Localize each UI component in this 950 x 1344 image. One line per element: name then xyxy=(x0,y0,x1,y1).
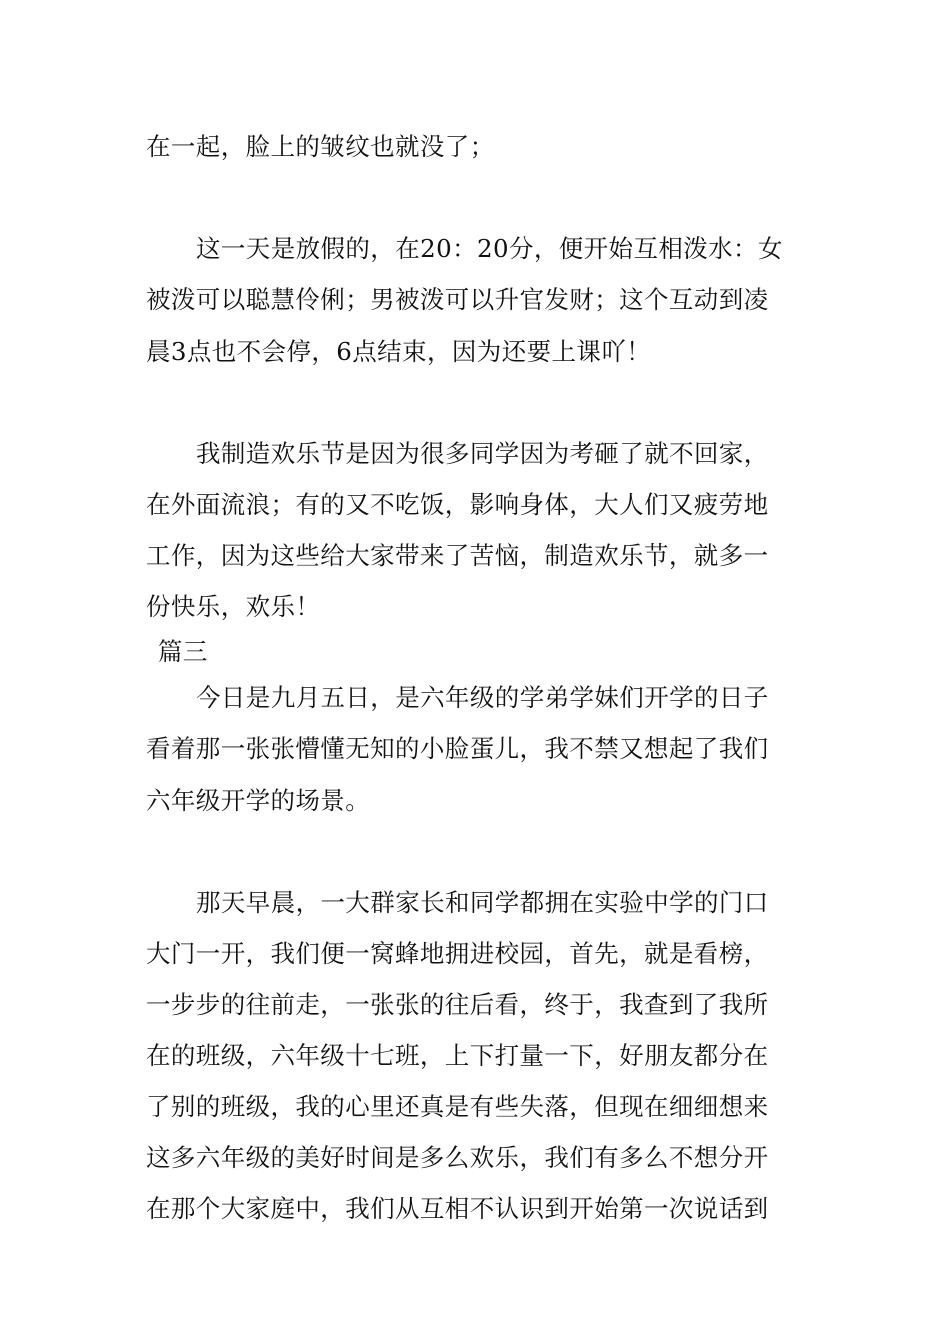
paragraph-first-line: 那天早晨，一大群家长和同学都拥在实验中学的门口 xyxy=(196,888,769,917)
text-line: 六年级开学的场景。 xyxy=(146,786,371,815)
text-line: 一步步的往前走，一张张的往后看，终于，我查到了我所 xyxy=(146,990,769,1019)
section-heading: 篇三 xyxy=(158,637,208,666)
text-line: 在外面流浪；有的又不吃饭，影响身体，大人们又疲劳地 xyxy=(146,490,769,519)
paragraph-first-line: 我制造欢乐节是因为很多同学因为考砸了就不回家， xyxy=(196,439,769,468)
text-line: 在那个大家庭中，我们从互相不认识到开始第一次说话到 xyxy=(146,1194,769,1223)
text-line: 在的班级，六年级十七班，上下打量一下，好朋友都分在 xyxy=(146,1041,769,1070)
text-line: 这多六年级的美好时间是多么欢乐，我们有多么不想分开 xyxy=(146,1143,769,1172)
text-line: 被泼可以聪慧伶俐；男被泼可以升官发财；这个互动到凌 xyxy=(146,285,769,314)
text-line: 工作，因为这些给大家带来了苦恼，制造欢乐节，就多一 xyxy=(146,541,769,570)
paragraph-first-line: 这一天是放假的，在20：20分，便开始互相泼水：女 xyxy=(196,234,783,263)
text-line: 看着那一张张懵懂无知的小脸蛋儿，我不禁又想起了我们 xyxy=(146,734,769,763)
text-line: 了别的班级，我的心里还真是有些失落，但现在细细想来 xyxy=(146,1092,769,1121)
paragraph-first-line: 今日是九月五日，是六年级的学弟学妹们开学的日子 xyxy=(196,683,769,712)
text-line: 大门一开，我们便一窝蜂地拥进校园，首先，就是看榜， xyxy=(146,939,769,968)
text-line: 在一起，脸上的皱纹也就没了； xyxy=(146,132,495,161)
text-line: 晨3点也不会停，6点结束，因为还要上课吖！ xyxy=(146,337,652,366)
text-line: 份快乐，欢乐！ xyxy=(146,592,321,621)
